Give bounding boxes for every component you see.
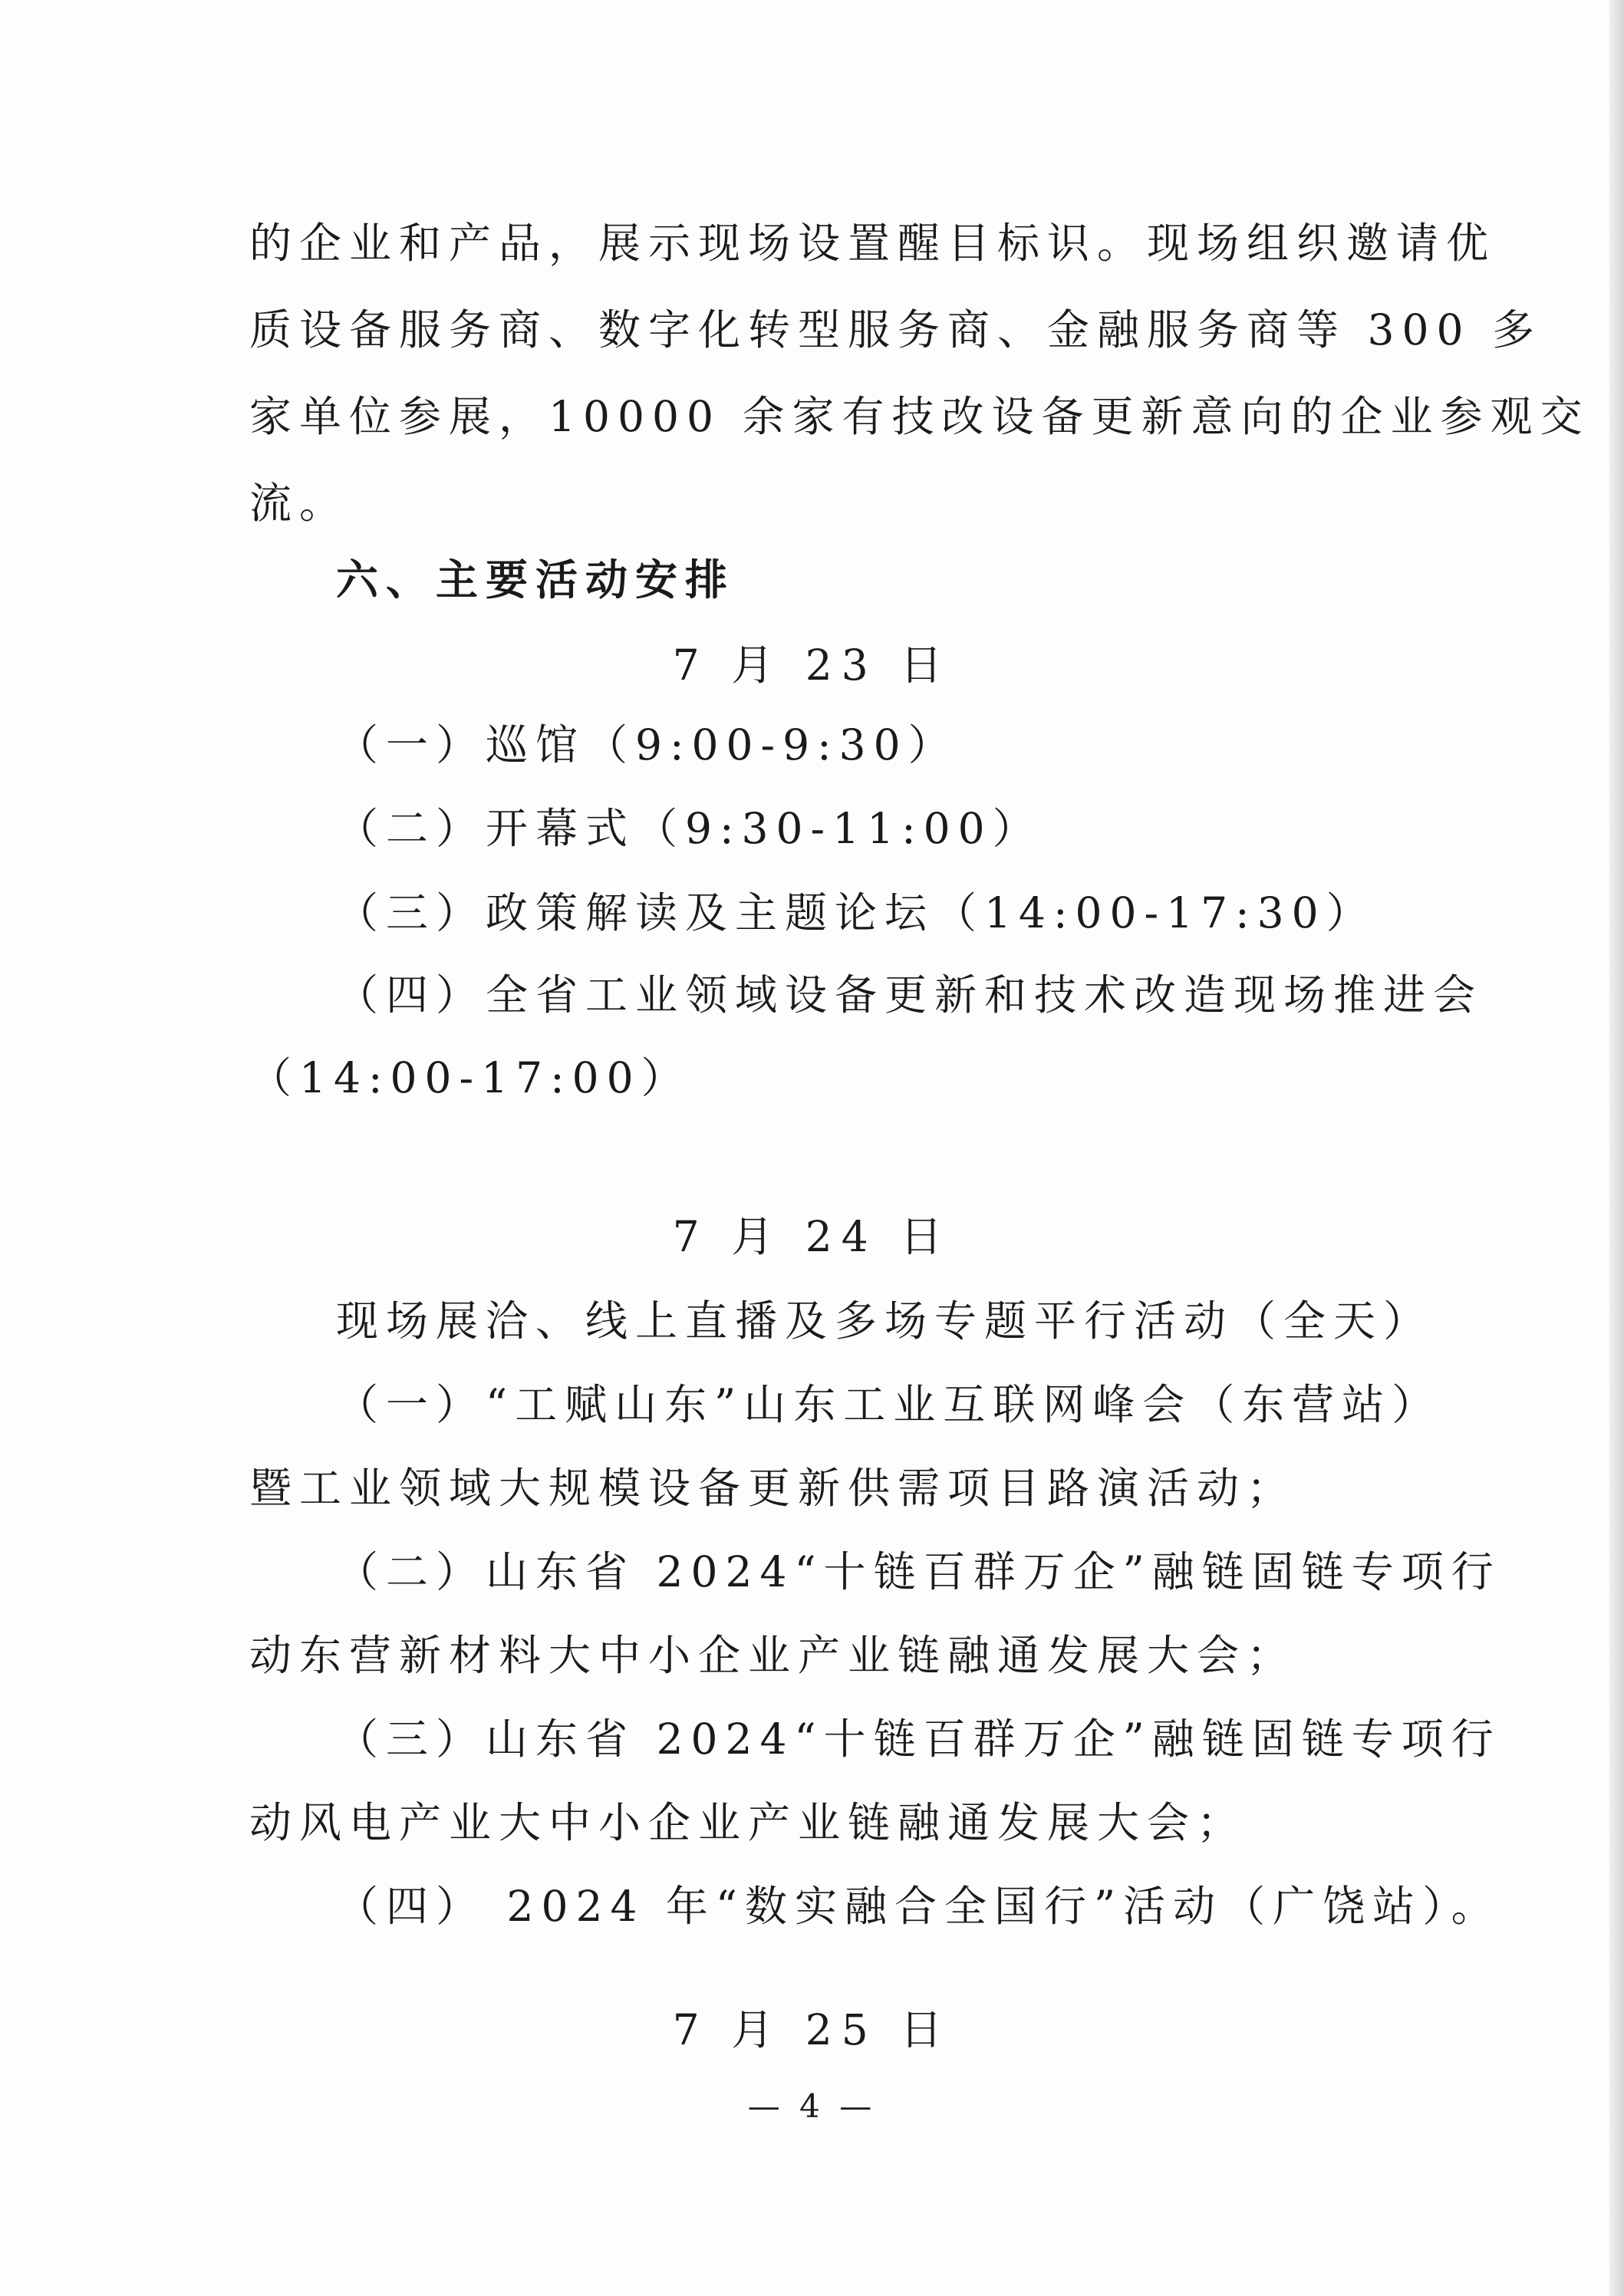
schedule-item: （二）山东省 2024“十链百群万企”融链固链专项行: [336, 1547, 1501, 1596]
date-heading: 7 月 23 日: [672, 641, 952, 690]
schedule-item-continued: （14:00-17:00）: [249, 1053, 691, 1102]
schedule-item: （三）山东省 2024“十链百群万企”融链固链专项行: [336, 1715, 1501, 1764]
schedule-item: （一）“工赋山东”山东工业互联网峰会（东营站）: [336, 1380, 1442, 1429]
schedule-item: （二）开幕式（9:30-11:00）: [336, 804, 1043, 853]
section-heading: 六、主要活动安排: [336, 555, 736, 604]
scan-edge: [1609, 0, 1624, 2296]
paragraph-line: 质设备服务商、数字化转型服务商、金融服务商等 300 多: [249, 305, 1542, 354]
page-number: — 4 —: [747, 2087, 877, 2125]
schedule-item-continued: 动风电产业大中小企业产业链融通发展大会；: [249, 1798, 1247, 1847]
paragraph-line: 的企业和产品，展示现场设置醒目标识。现场组织邀请优: [249, 219, 1497, 268]
paragraph-line: 家单位参展，10000 余家有技改设备更新意向的企业参观交: [249, 392, 1590, 441]
schedule-item-continued: 动东营新材料大中小企业产业链融通发展大会；: [249, 1631, 1297, 1680]
paragraph-line: 流。: [249, 479, 350, 528]
schedule-intro: 现场展洽、线上直播及多场专题平行活动（全天）: [336, 1296, 1434, 1346]
schedule-item: （一）巡馆（9:00-9:30）: [336, 720, 958, 769]
date-heading: 7 月 24 日: [672, 1212, 952, 1261]
schedule-item: （四） 2024 年“数实融合全国行”活动（广饶站）。: [336, 1882, 1501, 1931]
date-heading: 7 月 25 日: [672, 2005, 952, 2054]
schedule-item-continued: 暨工业领域大规模设备更新供需项目路演活动；: [249, 1464, 1297, 1513]
schedule-item: （三）政策解读及主题论坛（14:00-17:30）: [336, 888, 1376, 937]
schedule-item: （四）全省工业领域设备更新和技术改造现场推进会: [336, 970, 1484, 1020]
